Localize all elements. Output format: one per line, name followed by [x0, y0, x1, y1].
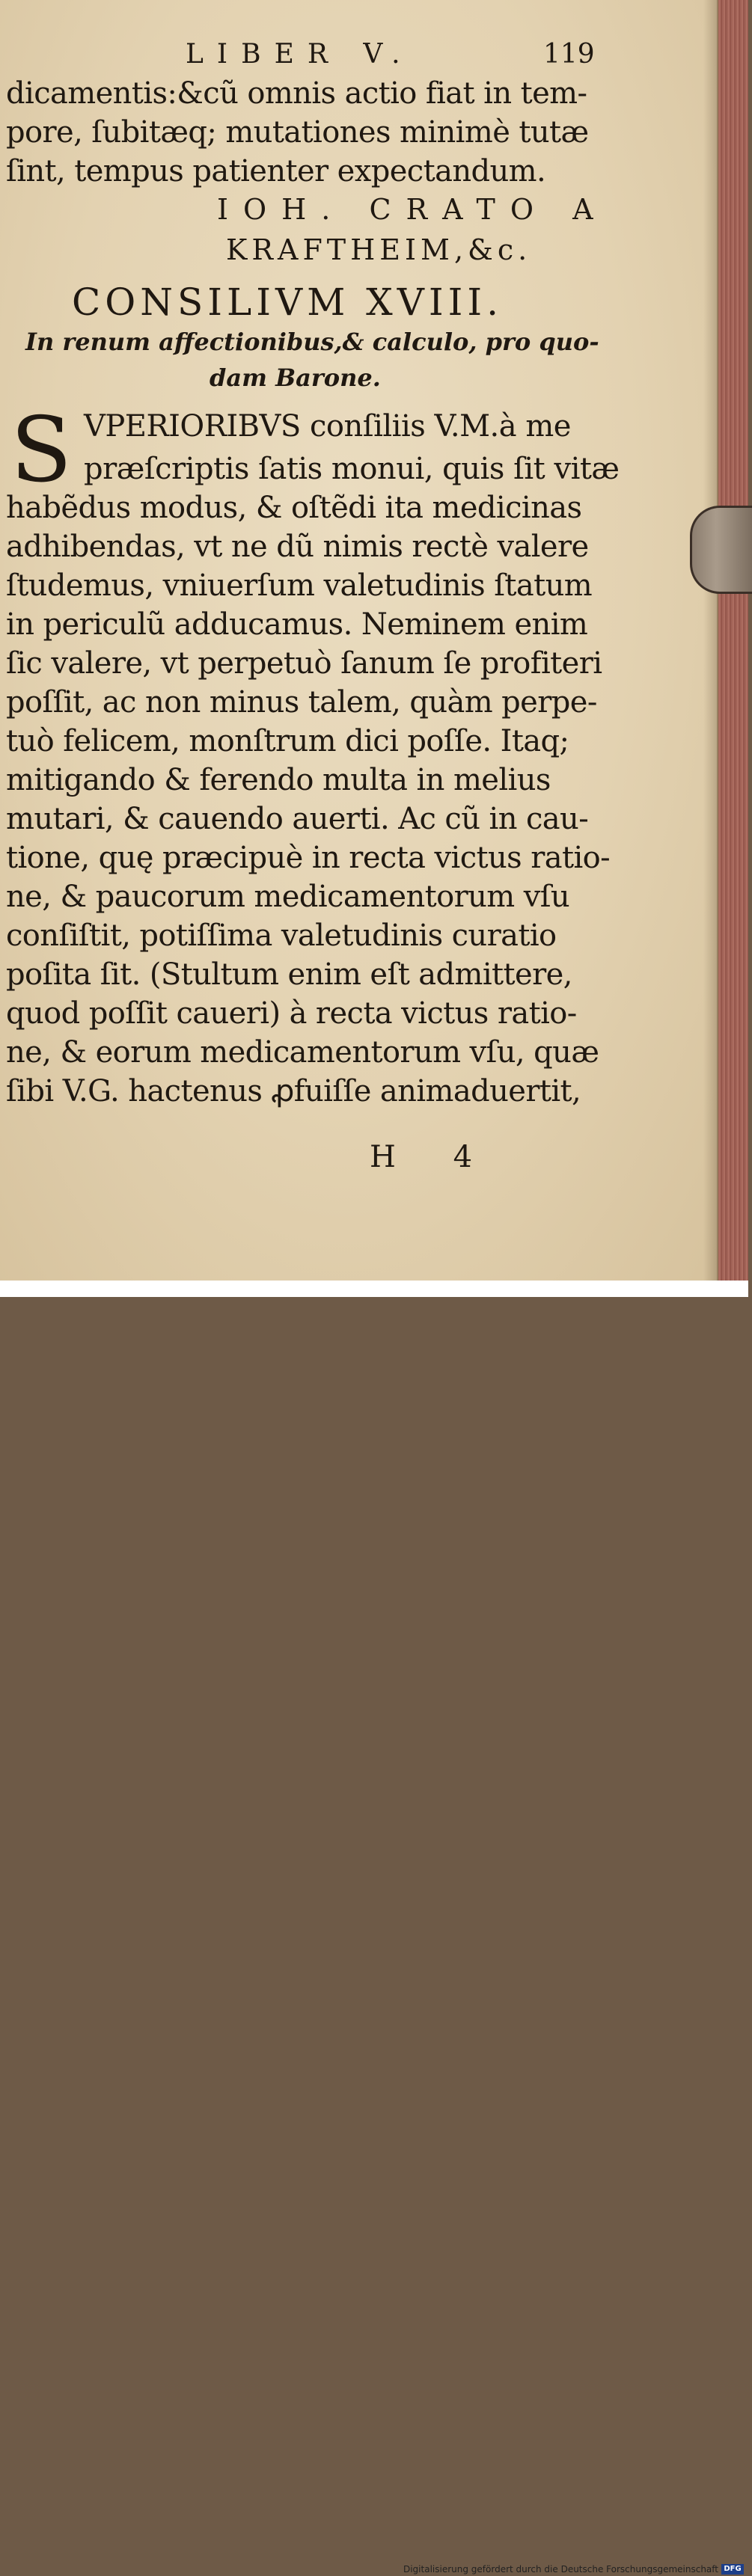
page-number: 119 — [543, 39, 595, 70]
section-heading: CONSILIVM XVIII. — [72, 280, 504, 324]
subtitle-line: In renum affectionibus,& calculo, pro quo- — [25, 328, 599, 356]
subtitle-line: dam Barone. — [210, 364, 381, 392]
running-head: LIBER V. — [186, 39, 414, 70]
text-line: quod poſſit caueri) à recta victus ratio- — [6, 996, 577, 1031]
text-line: dicamentis:&cũ omnis actio fiat in tem- — [6, 76, 587, 111]
author-line: IOH. CRATO A — [217, 193, 608, 226]
text-line: ſic valere, vt perpetuò ſanum ſe profiteri — [6, 646, 602, 681]
author-line: KRAFTHEIM,&c. — [226, 233, 532, 266]
digitization-note: Digitalisierung gefördert durch die Deutsche Forschungsgemeinschaft — [403, 2564, 718, 2575]
text-line: præſcriptis ſatis monui, quis ſit vitæ — [84, 452, 620, 486]
text-line: mutari, & cauendo auerti. Ac cũ in cau- — [6, 802, 589, 836]
text-line: habẽdus modus, & oſtẽdi ita medicinas — [6, 491, 582, 525]
text-line: ſtudemus, vniuerſum valetudinis ſtatum — [6, 568, 593, 603]
text-line: poſſit, ac non minus talem, quàm perpe- — [6, 685, 597, 720]
text-line: tione, quę præcipuè in recta victus ratio- — [6, 841, 611, 875]
text-line: adhibendas, vt ne dũ nimis rectè valere — [6, 530, 589, 564]
book-page-edges — [718, 0, 748, 1281]
book-clip — [690, 506, 752, 594]
text-line: VPERIORIBVS conſiliis V.M.à me — [84, 409, 571, 444]
text-line: tuò felicem, monſtrum dici poſſe. Itaq; — [6, 724, 569, 758]
text-line: in periculũ adducamus. Neminem enim — [6, 607, 588, 642]
text-line: conſiſtit, potiſſima valetudinis curatio — [6, 919, 557, 953]
text-line: ſint, tempus patienter expectandum. — [6, 154, 546, 188]
text-line: ne, & paucorum medicamentorum vſu — [6, 880, 570, 914]
text-line: ne, & eorum medicamentorum vſu, quæ — [6, 1035, 599, 1070]
book-page — [0, 0, 718, 1281]
drop-cap-initial: S — [10, 399, 73, 503]
page-gutter-shadow — [703, 0, 718, 1281]
text-line: mitigando & ferendo multa in melius — [6, 763, 551, 797]
text-line: pore, ſubitæq; mutationes minimè tutæ — [6, 115, 589, 150]
text-line: poſita ſit. (Stultum enim eſt admittere, — [6, 957, 572, 992]
text-line: ſibi V.G. hactenus ꝓfuiſſe animaduertit, — [6, 1074, 581, 1108]
signature-mark: H 4 — [370, 1140, 497, 1174]
footer-bar — [0, 1281, 748, 2575]
funder-logo: DFG — [721, 2564, 744, 2575]
